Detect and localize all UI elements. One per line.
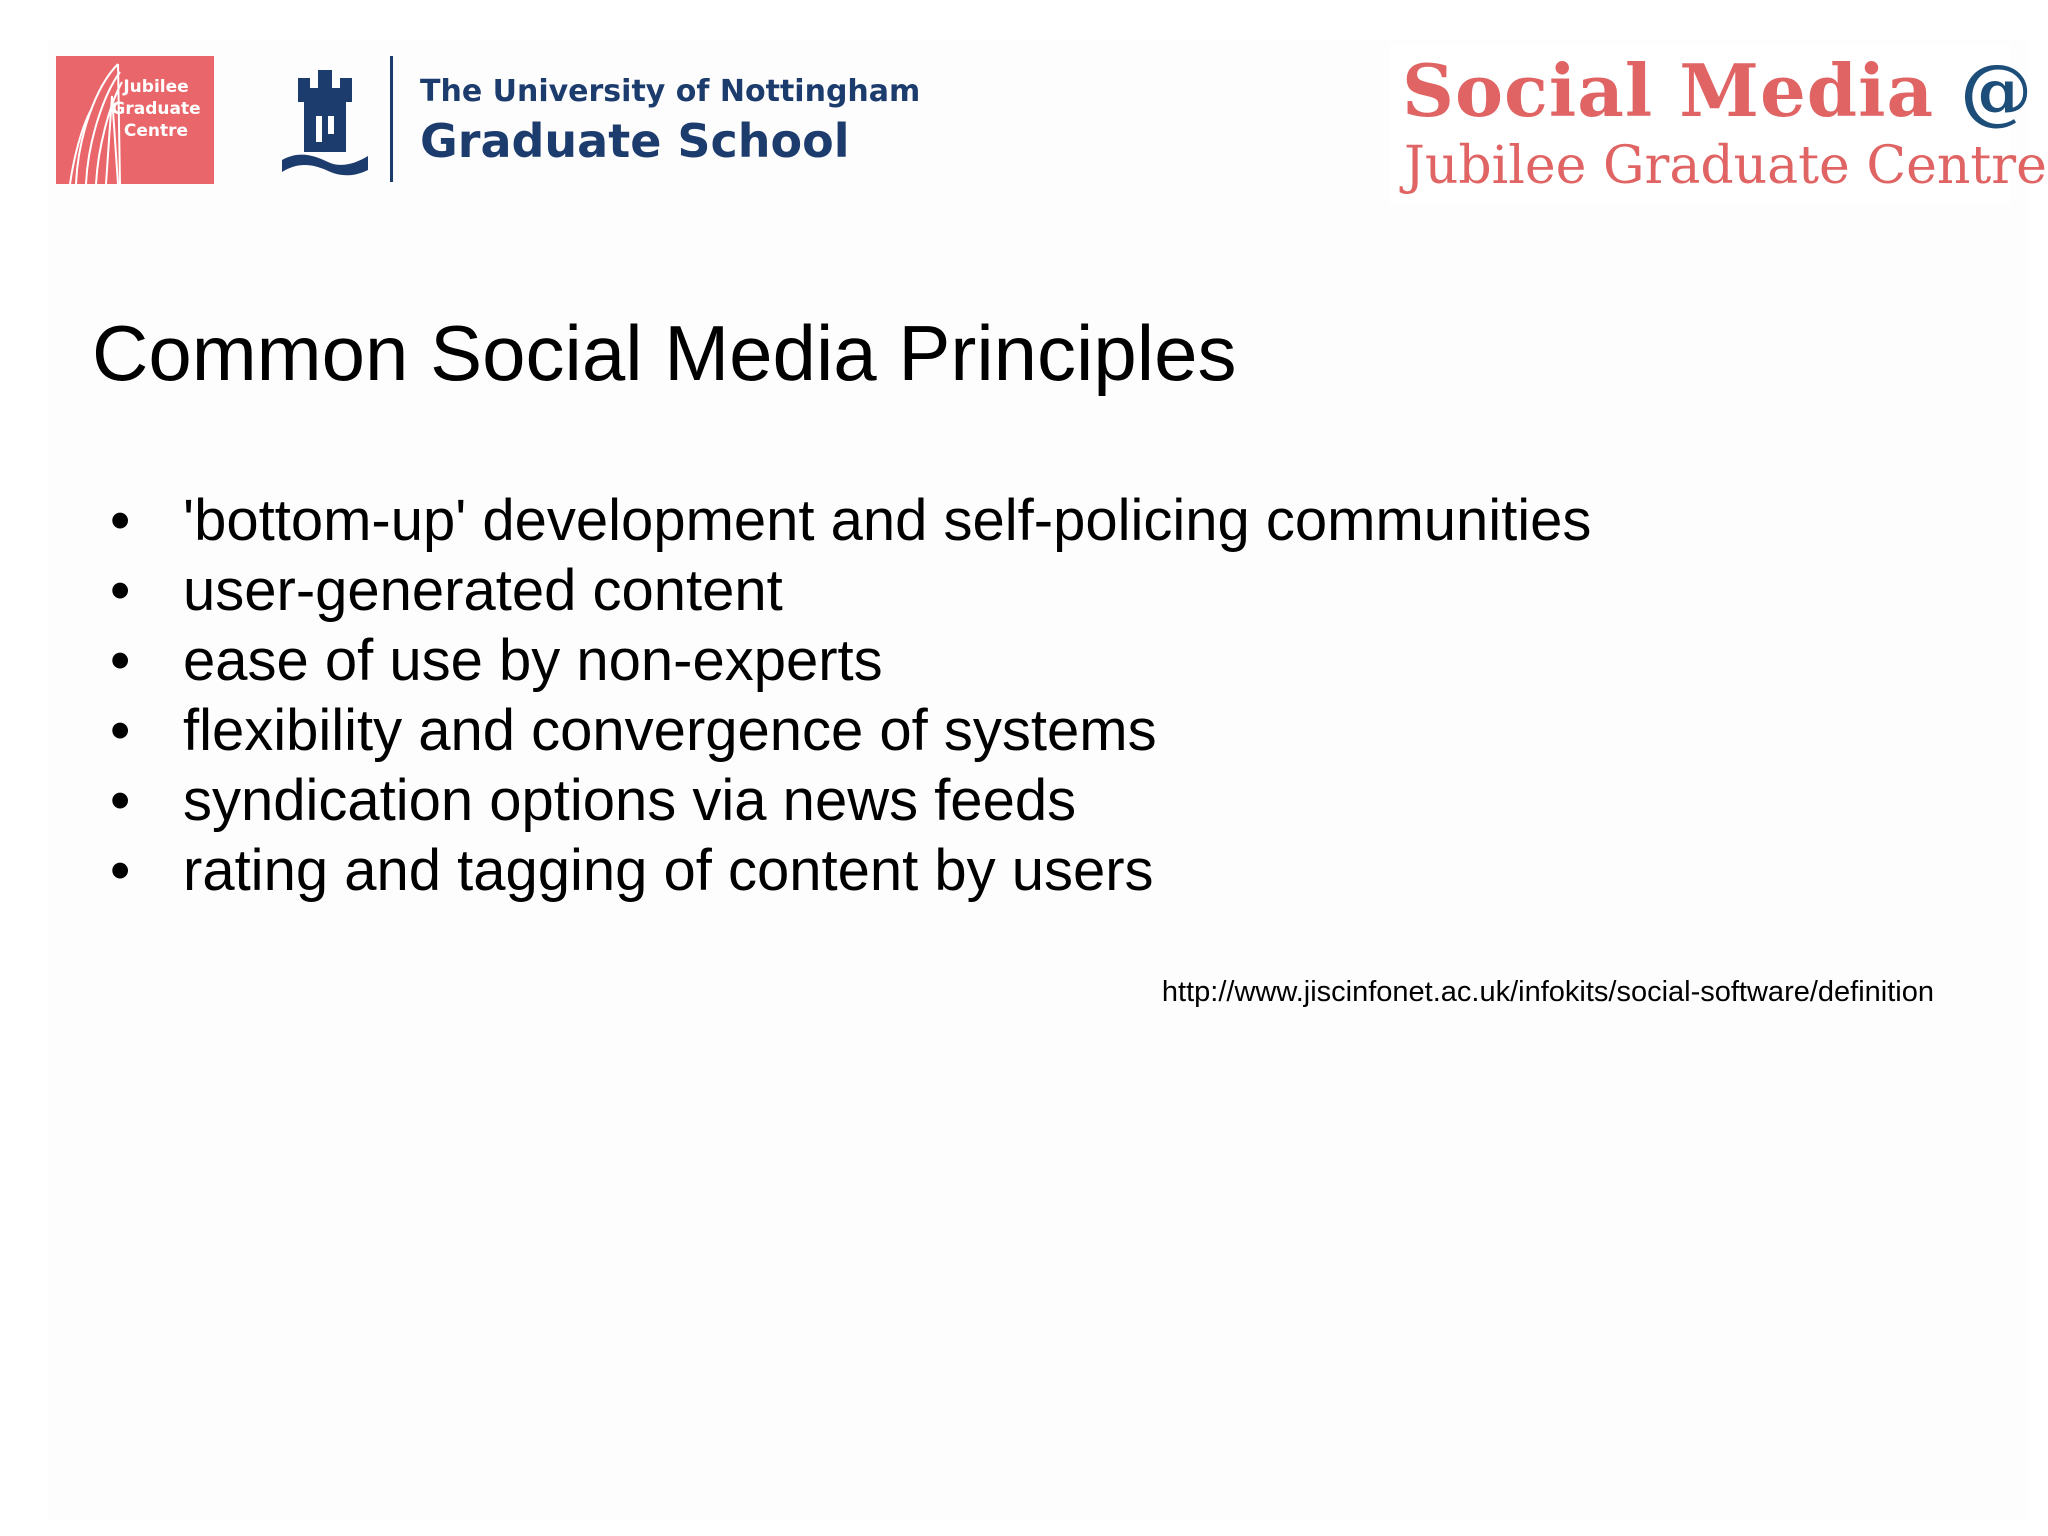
brand-title <box>1402 48 2033 133</box>
graduate-school-name: Graduate School <box>420 114 850 168</box>
bullet-text: ease of use by non-experts <box>183 628 883 693</box>
brand-title-text: Social Media <box>1402 48 1935 133</box>
bullet-icon: • <box>110 838 131 903</box>
source-link[interactable]: http://www.jiscinfonet.ac.uk/infokits/social-software/definition <box>1161 976 1934 1008</box>
jgc-logo-word: Centre <box>123 121 189 141</box>
castle-crest-icon <box>280 60 370 180</box>
slide-title: Common Social Media Principles <box>92 309 1237 397</box>
bullet-icon: • <box>110 558 131 623</box>
logo-divider <box>390 56 393 182</box>
jgc-logo-word: Jubilee <box>123 77 189 97</box>
bullet-icon: • <box>110 628 131 693</box>
jubilee-graduate-centre-logo <box>56 56 214 184</box>
bullet-text: flexibility and convergence of systems <box>183 698 1157 763</box>
bullet-icon: • <box>110 768 131 833</box>
jgc-logo-word: Graduate <box>111 99 201 119</box>
university-of-nottingham-logo <box>280 56 921 196</box>
bullet-text: rating and tagging of content by users <box>183 838 1154 903</box>
jgc-logo-text <box>108 76 204 142</box>
bullet-text: syndication options via news feeds <box>183 768 1077 833</box>
university-name: The University of Nottingham <box>420 74 921 109</box>
bullet-icon: • <box>110 488 131 553</box>
bullet-text: 'bottom-up' development and self-policing communities <box>183 488 1592 553</box>
social-media-brand <box>1390 44 2047 204</box>
bullet-icon: • <box>110 698 131 763</box>
brand-subtitle: Jubilee Graduate Centre <box>1404 136 2047 196</box>
bullet-text: user-generated content <box>183 558 783 623</box>
at-sign: @ <box>1960 48 2034 133</box>
